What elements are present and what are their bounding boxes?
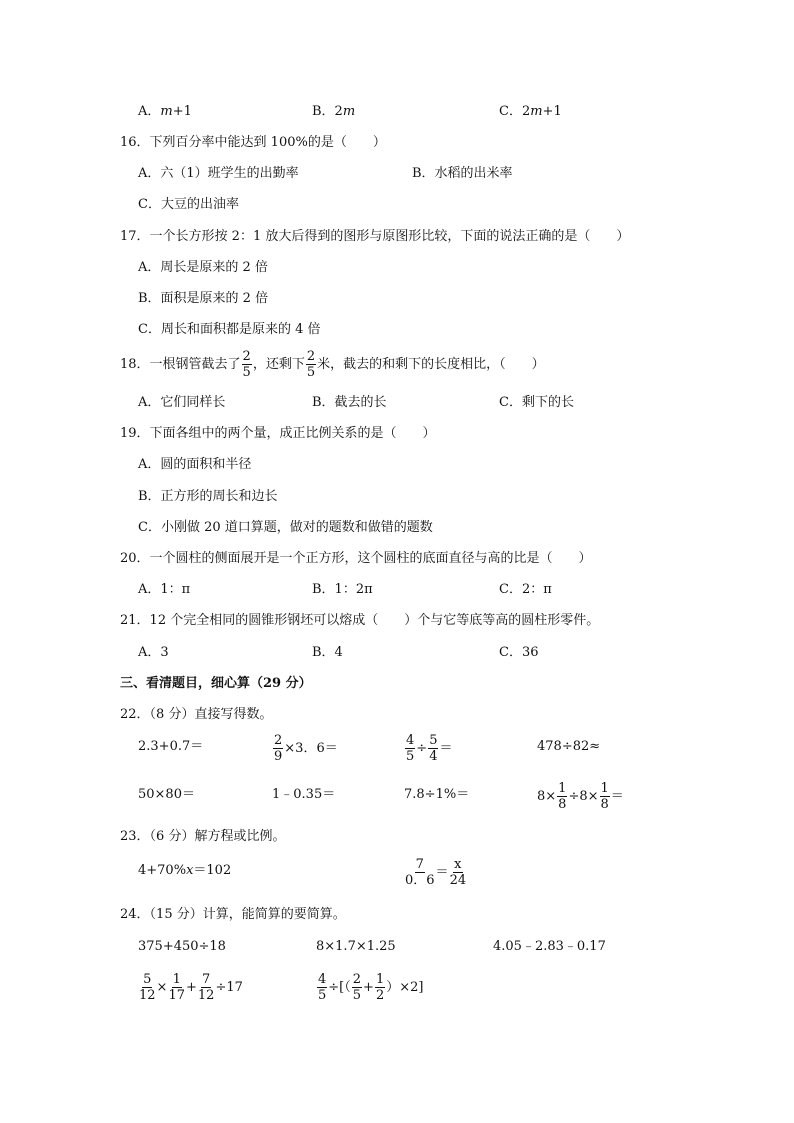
q23-stem: 23．（6 分）解方程或比例。 <box>120 829 286 844</box>
q20-option-b: B．1：2π <box>312 582 373 597</box>
q22-expr-3: $\frac{4}{5}$ ÷ $\frac{5}{4}$ ＝ <box>406 733 453 764</box>
q22-expr-1: 2.3+0.7＝ <box>138 739 204 754</box>
q21-option-a: A．3 <box>138 645 169 660</box>
q19-option-b: B．正方形的周长和边长 <box>138 489 278 504</box>
q19-option-a: A．圆的面积和半径 <box>138 457 252 472</box>
q24-calc-2: 8×1.7×1.25 <box>316 939 396 954</box>
q21-stem: 21．12 个完全相同的圆锥形钢坯可以熔成（ ）个与它等底等高的圆柱形零件。 <box>120 613 600 628</box>
q19-option-c: C．小刚做 20 道口算题，做对的题数和做错的题数 <box>138 520 433 535</box>
section-heading: 三、看清题目，细心算（29 分） <box>120 676 312 691</box>
q24-calc-5: $\frac{4}{5}$ ÷[（ $\frac{2}{5}$ + $\frac{1}{2}$ ）×2] <box>318 972 424 1003</box>
q15-option-c: C．2m+1 <box>499 104 562 119</box>
q17-option-b: B．面积是原来的 2 倍 <box>138 291 269 306</box>
q22-expr-4: 478÷82≈ <box>537 739 601 754</box>
q18-option-b: B．截去的长 <box>312 395 387 410</box>
q20-stem: 20．一个圆柱的侧面展开是一个正方形，这个圆柱的底面直径与高的比是（ ） <box>120 551 592 566</box>
q22-expr-8: 8× $\frac{1}{8}$ ÷8× $\frac{1}{8}$ ＝ <box>537 781 624 812</box>
q18-option-c: C．剩下的长 <box>499 395 574 410</box>
q15-option-b: B．2m <box>312 104 356 119</box>
q18-stem: 18．一根钢管截去了 $\frac{2}{5}$ ，还剩下 $\frac{2}{5}$ 米，截去的和剩下的长度相比，（ ） <box>120 349 545 380</box>
q16-option-a: A．六（1）班学生的出勤率 <box>138 166 299 181</box>
fraction: $\frac{2}{5}$ <box>242 349 251 380</box>
q19-stem: 19．下面各组中的两个量，成正比例关系的是（ ） <box>120 426 436 441</box>
q17-stem: 17．一个长方形按 2：1 放大后得到的图形与原图形比较，下面的说法正确的是（ ） <box>120 229 630 244</box>
q23-equation: 4+70%x＝102 <box>138 863 232 878</box>
q17-option-a: A．周长是原来的 2 倍 <box>138 260 268 275</box>
q17-option-c: C．周长和面积都是原来的 4 倍 <box>138 322 321 337</box>
q16-option-b: B．水稻的出米率 <box>412 166 513 181</box>
q16-stem: 16．下列百分率中能达到 100%的是（ ） <box>120 135 386 150</box>
q22-expr-5: 50×80＝ <box>138 787 195 802</box>
q21-option-b: B．4 <box>312 645 343 660</box>
q18-option-a: A．它们同样长 <box>138 395 226 410</box>
q24-stem: 24．（15 分）计算，能简算的要简算。 <box>120 907 346 922</box>
q16-option-c: C．大豆的出油率 <box>138 197 239 212</box>
q24-calc-1: 375+450÷18 <box>138 939 226 954</box>
q24-calc-3: 4.05﹣2.83﹣0.17 <box>493 939 606 954</box>
q21-option-c: C．36 <box>499 645 539 660</box>
q23-proportion: $\frac{7}{0.6}$ ＝ $\frac{x}{24}$ <box>405 857 467 888</box>
q15-option-a: A．m+1 <box>138 104 192 119</box>
q20-option-a: A．1：π <box>138 582 191 597</box>
q22-expr-2: $\frac{2}{9}$ ×3．6＝ <box>274 733 338 764</box>
fraction: $\frac{2}{5}$ <box>306 349 316 380</box>
q22-expr-6: 1﹣0.35＝ <box>272 787 336 802</box>
q22-stem: 22．（8 分）直接写得数。 <box>120 707 273 722</box>
q24-calc-4: $\frac{5}{12}$ × $\frac{1}{17}$ + $\frac{7}{12}$ ÷17 <box>139 972 243 1003</box>
q22-expr-7: 7.8÷1%＝ <box>404 787 470 802</box>
q20-option-c: C．2：π <box>499 582 552 597</box>
